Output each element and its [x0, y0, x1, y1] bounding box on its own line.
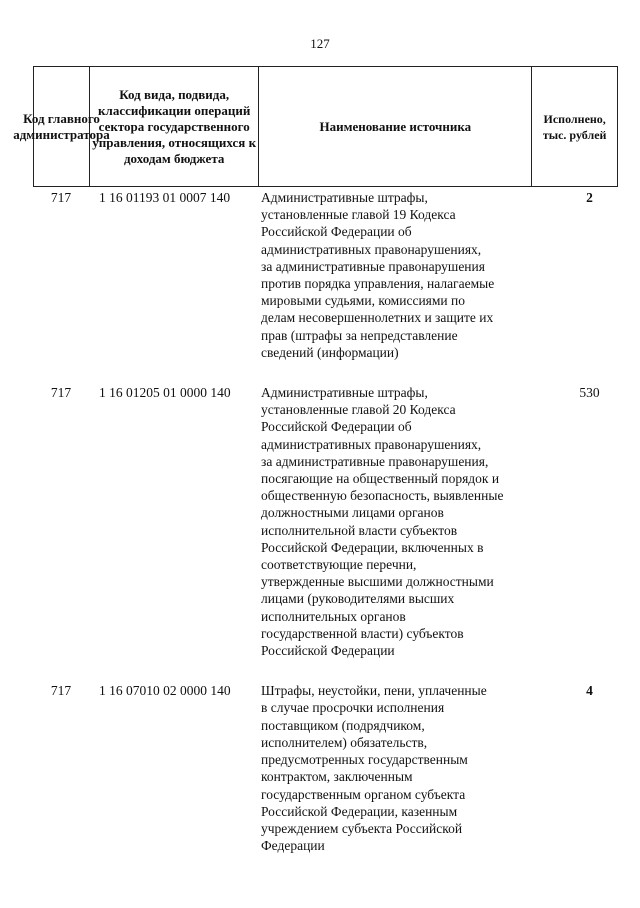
- header-source-name: Наименование источника: [259, 67, 532, 186]
- description-line: Российской Федерации об: [261, 419, 412, 435]
- budget-code: 1 16 01193 01 0007 140: [99, 190, 231, 205]
- revenue-table: [13, 66, 618, 854]
- executed-amount: 2: [586, 190, 593, 205]
- description-line: сведений (информации): [261, 344, 399, 360]
- table-row: [33, 384, 618, 659]
- table-row: [33, 189, 618, 361]
- description-line: мировыми судьями, комиссиями по: [261, 293, 465, 309]
- header-admin-code: Код главного администратора: [34, 67, 90, 186]
- description-line: Административные штрафы,: [261, 190, 428, 205]
- description-line: Штрафы, неустойки, пени, уплаченные: [261, 683, 487, 699]
- page-number: 127: [310, 36, 330, 51]
- description-line: в случае просрочки исполнения: [261, 700, 445, 716]
- source-description: [259, 384, 533, 659]
- description-line: должностными лицами органов: [261, 505, 444, 521]
- header-executed-amount: Исполнено, тыс. рублей: [542, 111, 607, 142]
- description-line: предусмотренных государственным: [261, 752, 468, 768]
- description-line: Федерации: [261, 838, 325, 854]
- description-line: утвержденные высшими должностными: [261, 574, 494, 590]
- description-line: за административные правонарушения,: [261, 453, 489, 469]
- description-line: посягающие на общественный порядок и: [261, 471, 500, 487]
- description-line: Административные штрафы,: [261, 385, 428, 401]
- description-line: поставщиком (подрядчиком,: [261, 717, 425, 733]
- description-line: соответствующие перечни,: [261, 557, 417, 573]
- description-line: Российской Федерации: [261, 643, 395, 659]
- source-description: [259, 189, 533, 361]
- description-line: за административные правонарушения: [261, 258, 485, 274]
- description-line: Российской Федерации, включенных в: [261, 539, 484, 555]
- description-line: административных правонарушениях,: [261, 241, 482, 257]
- description-line: контрактом, заключенным: [261, 769, 413, 785]
- budget-code: 1 16 01205 01 0000 140: [99, 385, 231, 401]
- source-description: [259, 682, 533, 854]
- description-line: исполнительной власти субъектов: [261, 522, 458, 538]
- description-line: против порядка управления, налагаемые: [261, 276, 495, 292]
- description-line: исполнительных органов: [261, 608, 406, 624]
- description-line: делам несовершеннолетних и защите их: [261, 310, 494, 326]
- header-budget-code: Код вида, подвида, классификации операций сектора государственного управления, относящихся к доходам бюджета: [90, 67, 259, 186]
- description-line: исполнителем) обязательств,: [261, 734, 428, 750]
- description-line: административных правонарушениях,: [261, 436, 482, 452]
- table-row: [33, 682, 618, 854]
- table-header: [13, 66, 618, 187]
- description-line: общественную безопасность, выявленные: [261, 488, 504, 504]
- description-line: Российской Федерации об: [261, 224, 412, 240]
- description-line: учреждением субъекта Российской: [261, 820, 463, 836]
- admin-code: 717: [50, 385, 72, 401]
- description-line: лицами (руководителями высших: [261, 591, 455, 607]
- executed-amount: 530: [579, 385, 600, 401]
- admin-code: 717: [50, 190, 72, 205]
- description-line: установленные главой 20 Кодекса: [261, 402, 456, 418]
- executed-amount: 4: [586, 683, 593, 699]
- description-line: прав (штрафы за непредставление: [261, 327, 458, 343]
- description-line: Российской Федерации, казенным: [261, 803, 458, 819]
- description-line: установленные главой 19 Кодекса: [261, 207, 456, 223]
- description-line: государственной власти) субъектов: [261, 625, 464, 641]
- admin-code: 717: [50, 683, 72, 699]
- budget-code: 1 16 07010 02 0000 140: [99, 683, 231, 699]
- description-line: государственным органом субъекта: [261, 786, 466, 802]
